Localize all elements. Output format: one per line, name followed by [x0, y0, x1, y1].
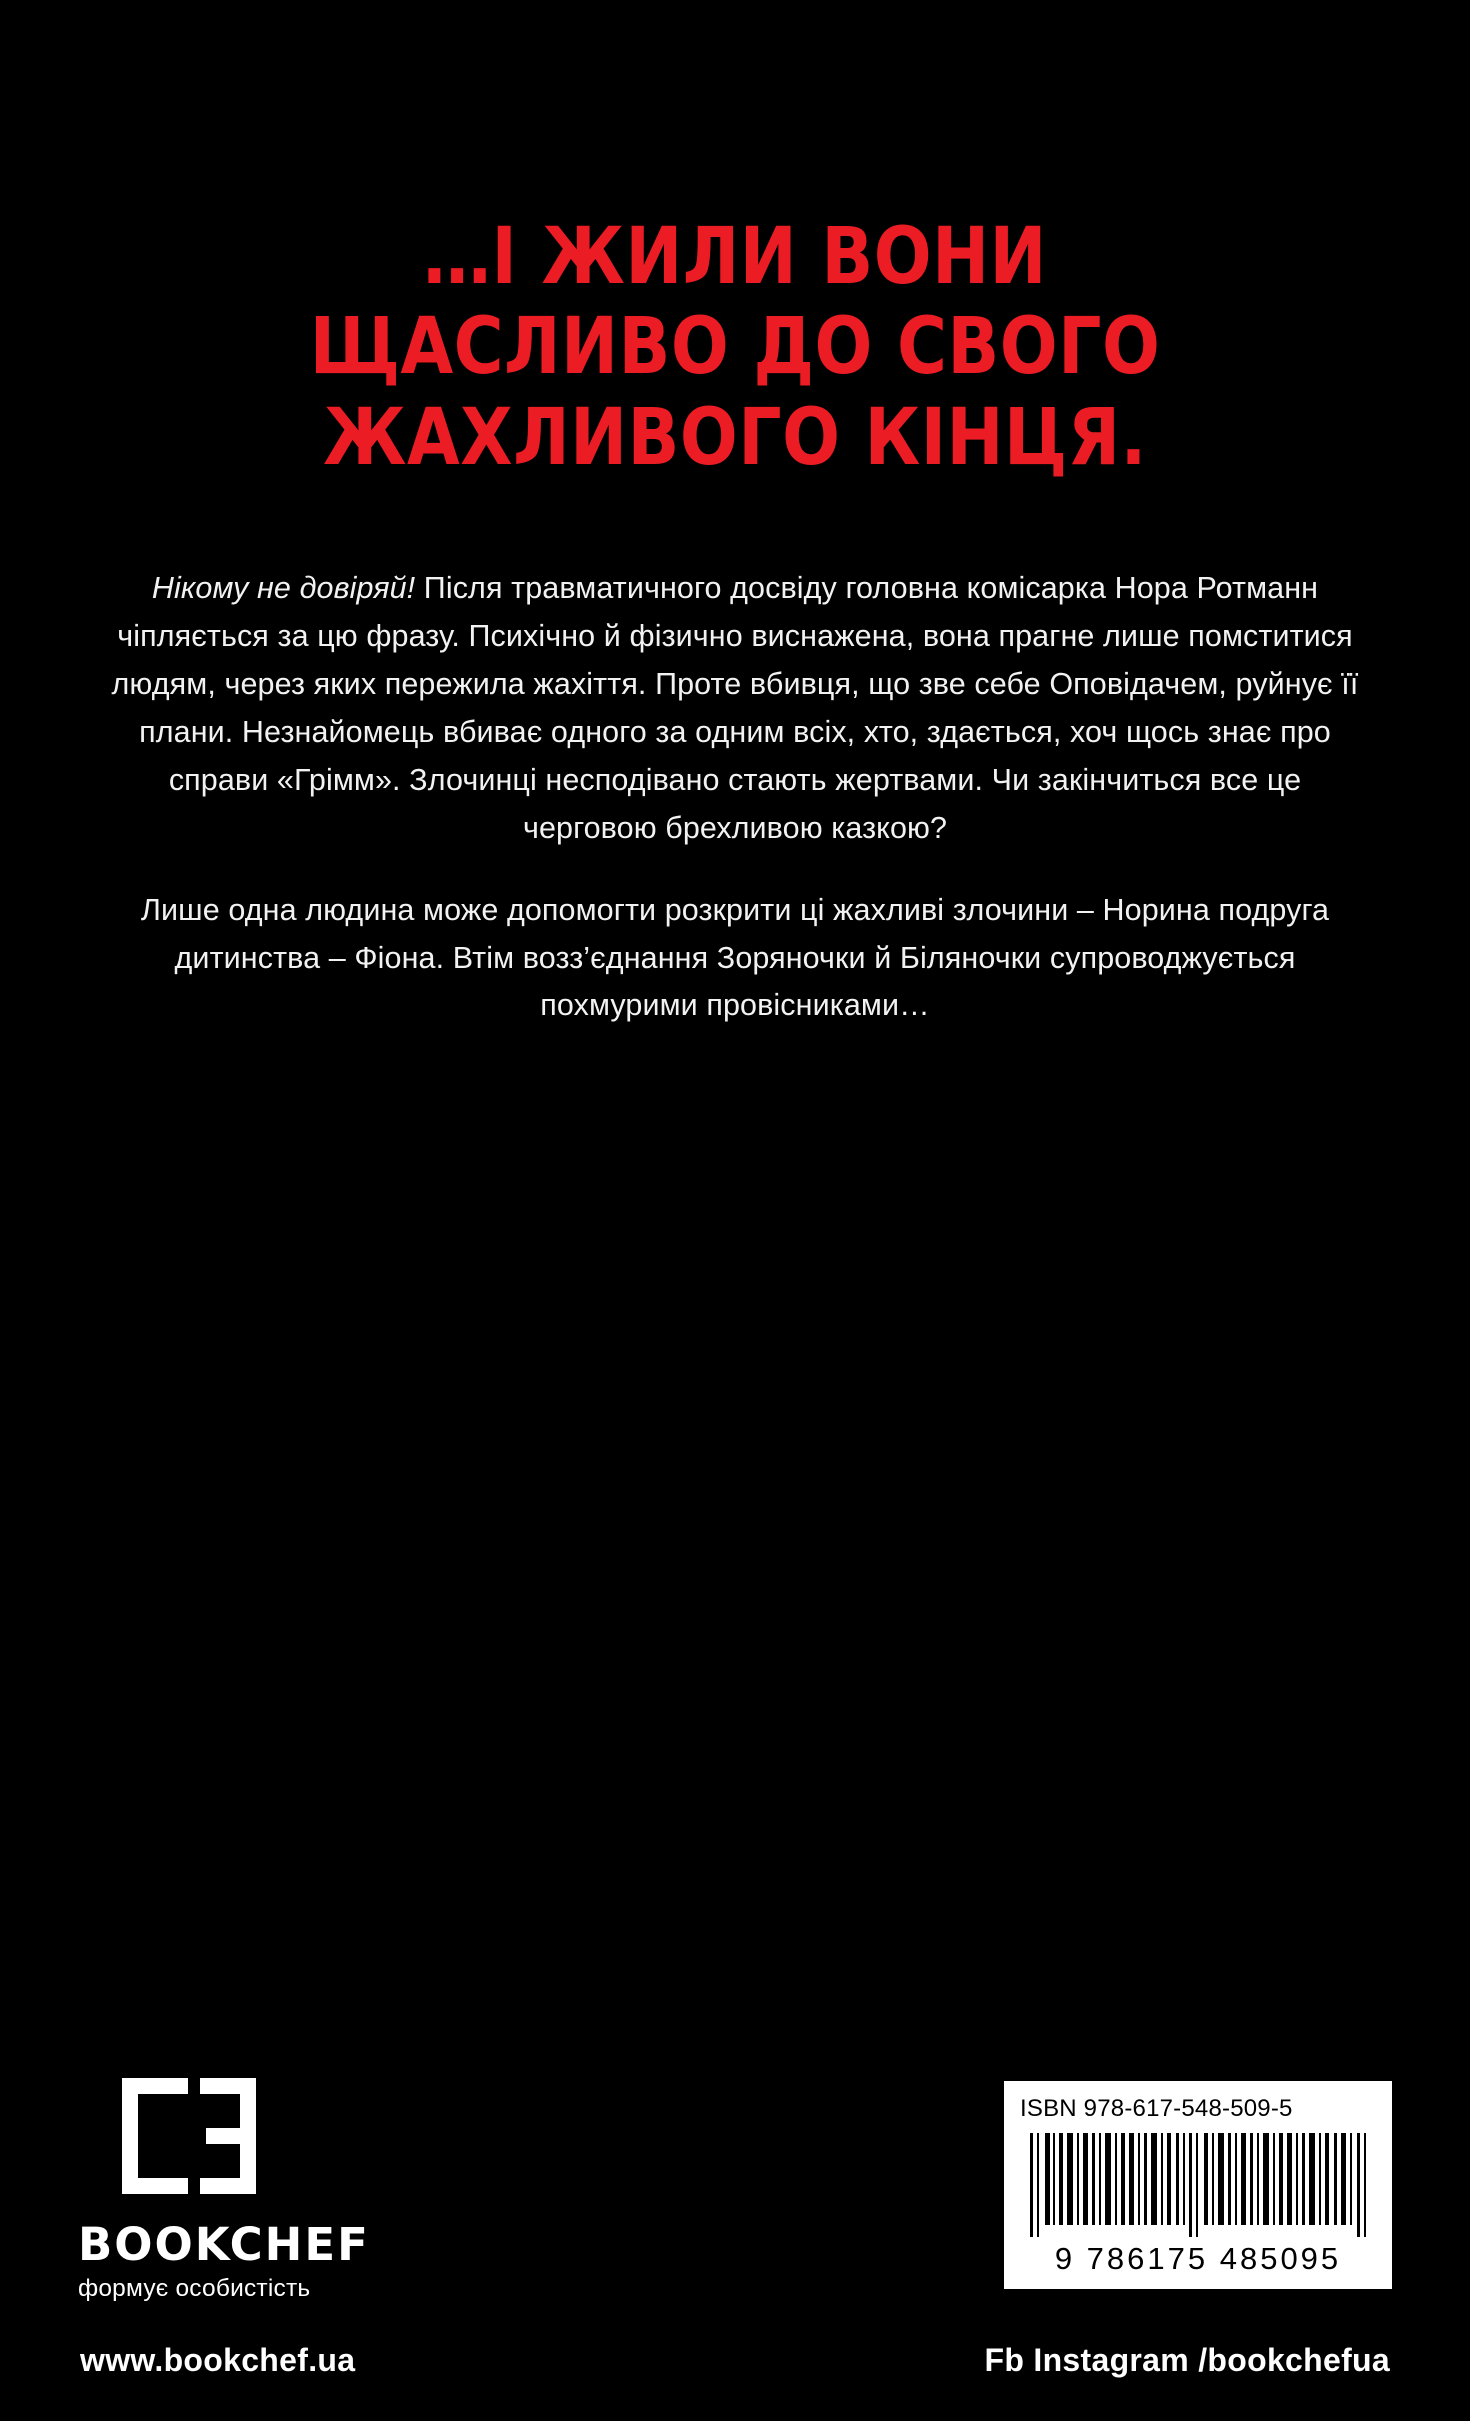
headline — [119, 212, 1351, 483]
bookchef-monogram-icon — [114, 2072, 264, 2200]
blurb-paragraph-1 — [108, 565, 1362, 852]
barcode-digits: 9 786175 485095 — [1054, 2241, 1342, 2276]
publisher-block — [78, 2072, 498, 2303]
headline-line-1: …І ЖИЛИ ВОНИ — [422, 212, 1048, 302]
blurb-text — [108, 565, 1362, 1030]
isbn-label: ISBN 978-617-548-509-5 — [1020, 2095, 1293, 2122]
cover-footer — [0, 1961, 1470, 2421]
headline-line-2: ЩАСЛИВО ДО СВОГО — [309, 302, 1161, 393]
publisher-tagline: формує особистість — [78, 2275, 311, 2302]
blurb-lead-phrase: Нікому не довіряй! — [151, 571, 416, 606]
barcode-image — [1026, 2133, 1370, 2237]
publisher-social-handles[interactable]: Fb Instagram /bookchefua — [984, 2342, 1390, 2378]
blurb-paragraph-2: Лише одна людина може допомогти розкрити ці жахливі злочини – Норина подруга дитинства – Фіона. Втім возз’єднання Зоряночки й Біляночки супроводжується похмурими провісниками… — [140, 892, 1330, 1023]
publisher-name: BOOKCHEF — [78, 2218, 370, 2271]
publisher-website[interactable]: www.bookchef.ua — [80, 2342, 356, 2378]
barcode-block — [1004, 2081, 1392, 2289]
blurb-paragraph-1-rest: Після травматичного досвіду головна комісарка Нора Ротманн чіпляється за цю фразу. Психічно й фізично виснажена, вона прагне лише помститися людям, через яких пережила жахіття. Проте вбивця, що зве себе Оповідачем, руйнує її плани. Незнайомець вбиває одного за одним всіх, хто, здається, хоч щось знає про справи «Грімм». Злочинці несподівано стають жертвами. Чи закінчиться все це черговою брехливою казкою? — [111, 571, 1359, 845]
headline-line-3: ЖАХЛИВОГО КІНЦЯ. — [323, 392, 1147, 483]
